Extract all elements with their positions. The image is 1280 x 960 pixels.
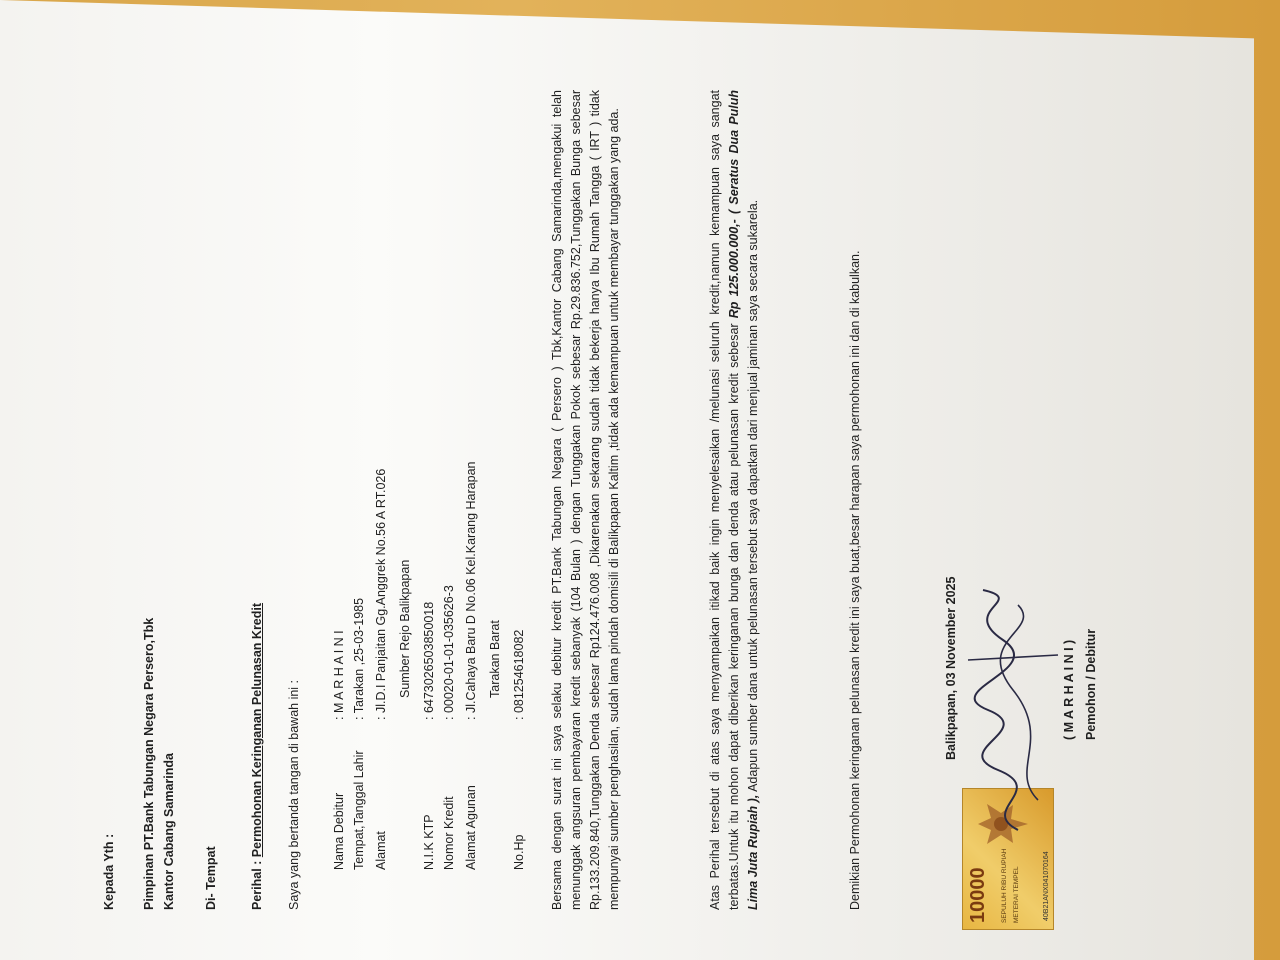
signer-name: ( M A R H A I N I ) [1062, 639, 1076, 740]
paragraph-3: Demikian Permohonan keringanan pelunasan kredit ini saya buat,besar harapan saya permohonan ini dan di kabulkan. [848, 250, 862, 910]
field-row [510, 370, 529, 930]
field-value: : Tarakan ,25-03-1985 [352, 597, 366, 720]
subject-text: Permohonan Keringanan Pelunasan Kredit [250, 602, 264, 858]
field-value: : Jl.D.I Panjaitan Gg.Anggrek No.56 A RT.026 [374, 468, 388, 720]
field-label: No.Hp [512, 834, 526, 870]
recipient-line1: Pimpinan PT.Bank Tabungan Negara Persero,Tbk [142, 617, 156, 910]
field-label: Nomor Kredit [442, 796, 456, 870]
field-value: : Jl.Cahaya Baru D No.06 Kel.Karang Harapan [464, 461, 478, 720]
subject-label: Perihal : [250, 860, 264, 910]
field-row [350, 370, 369, 930]
stamp-text: SEPULUH RIBU RUPIAH [1001, 848, 1008, 923]
subject-line [248, 603, 267, 910]
field-row [420, 370, 439, 930]
field-label: Nama Debitur [332, 792, 346, 870]
place-line: Di- Tempat [204, 846, 218, 910]
field-label: N.I.K KTP [422, 814, 436, 870]
field-row [462, 370, 481, 930]
field-value: Tarakan Barat [488, 620, 502, 698]
recipient-line2: Kantor Cabang Samarinda [162, 753, 176, 910]
signature-scribble [958, 580, 1068, 840]
place-date: Balikpapan, 03 November 2025 [944, 576, 958, 760]
field-label: Tempat,Tanggal Lahir [352, 750, 366, 870]
paragraph-1: Bersama dengan surat ini saya selaku debitur kredit PT.Bank Tabungan Negara ( Persero ) Tbk,Kantor Cabang Samarinda,mengakui telah menunggak angsuran pembayaran kredit sebanyak (104 Bulan ) dengan Tunggakan Pokok sebesar Rp.29.836.752,Tunggakan Bunga sebesar Rp.133.209.840,Tunggakan Denda sebesar Rp124.476.008 ,Dikarenakan sekarang sudah tidak bekerja hanya Ibu Rumah Tangga ( IRT ) tidak mempunyai sumber penghasilan, sudah lama pindah domisili di Balikpapan Kaltim ,tidak ada kemampuan untuk membayar tunggakan yang ada. [550, 90, 621, 910]
signer-role: Pemohon / Debitur [1084, 628, 1098, 740]
stamp-label: METERAI TEMPEL [1013, 866, 1020, 923]
field-row [486, 370, 505, 930]
field-value: : 6473026503850018 [422, 601, 436, 720]
stamp-serial: 40B21ANX041070164 [1043, 851, 1050, 921]
field-label: Alamat [374, 831, 388, 870]
settlement-amount: Rp 125.000.000,- ( Seratus Dua Puluh Lima Juta Rupiah ), [727, 89, 760, 910]
recipient-label: Kepada Yth : [102, 833, 116, 910]
paragraph-2 [706, 90, 763, 910]
field-value: : M A R H A I N I [332, 630, 346, 720]
field-label: Alamat Agunan [464, 785, 478, 870]
stamp-value: 10000 [967, 867, 989, 923]
field-value: : 081254618082 [512, 629, 526, 720]
paragraph-2-text: Atas Perihal tersebut di atas saya menyampaikan itikad baik ingin menyelesaikan /melunasi seluruh kredit,namun kemampuan saya sangat terbatas.Untuk itu mohon dapat diberikan keringanan bunga dan denda atau pelunasan kredit sebesar [708, 90, 741, 910]
intro-line: Saya yang bertanda tangan di bawah ini : [287, 679, 301, 910]
field-row [396, 370, 415, 930]
field-value: : 00020-01-01-035626-3 [442, 585, 456, 720]
field-row [440, 370, 459, 930]
field-value: Sumber Rejo Balikpapan [398, 559, 412, 698]
letter [100, 50, 1110, 930]
field-row [372, 370, 391, 930]
paragraph-2-closing: Adapun sumber dana untuk pelunasan tersebut saya dapatkan dari menjual jaminan saya secara sukarela. [746, 199, 760, 795]
field-row [330, 370, 349, 930]
